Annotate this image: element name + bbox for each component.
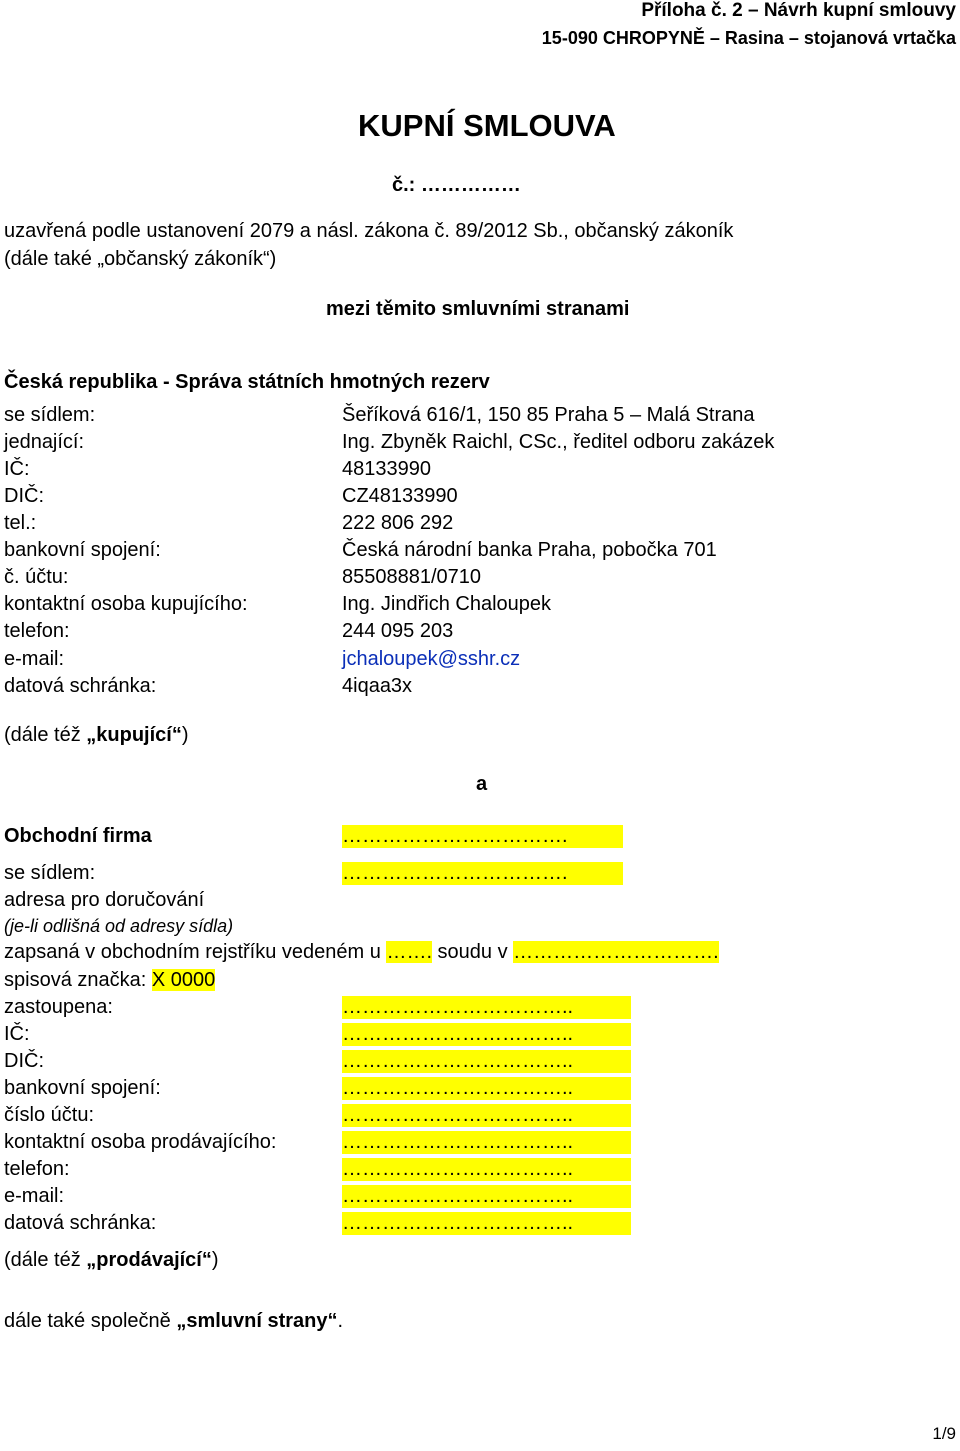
buyer-contact-value: Ing. Jindřich Chaloupek — [342, 593, 552, 615]
buyer-seat-label: se sídlem: — [4, 404, 96, 426]
seller-bank-field[interactable]: …………………………….. — [342, 1077, 631, 1100]
buyer-bank-label: bankovní spojení: — [4, 539, 161, 561]
seller-email-field[interactable]: …………………………….. — [342, 1185, 631, 1208]
buyer-tel-label: tel.: — [4, 512, 37, 534]
buyer-account-label: č. účtu: — [4, 566, 69, 588]
seller-register-mid: soudu v — [432, 941, 514, 963]
seller-seat-field[interactable]: ……………………………. — [342, 862, 623, 885]
buyer-acting-value: Ing. Zbyněk Raichl, CSc., ředitel odboru zakázek — [342, 431, 775, 453]
seller-firm-label: Obchodní firma — [4, 825, 152, 847]
seller-contact-field[interactable]: …………………………….. — [342, 1131, 631, 1154]
document-title: KUPNÍ SMLOUVA — [358, 108, 616, 143]
buyer-account-value: 85508881/0710 — [342, 566, 482, 588]
seller-alias-term: „prodávající“ — [86, 1249, 212, 1271]
seller-firm-field[interactable]: ……………………………. — [342, 825, 623, 848]
buyer-dic-label: DIČ: — [4, 485, 44, 507]
buyer-acting-label: jednající: — [4, 431, 85, 453]
seller-alias — [4, 1249, 219, 1272]
intro-line-1: uzavřená podle ustanovení 2079 a násl. zákona č. 89/2012 Sb., občanský zákoník — [4, 220, 734, 242]
seller-file-field[interactable]: X 0000 — [151, 969, 216, 991]
parties-alias-prefix: dále také společně — [4, 1310, 177, 1332]
seller-represented-label: zastoupena: — [4, 996, 113, 1018]
buyer-name: Česká republika - Správa státních hmotných rezerv — [4, 371, 490, 393]
seller-alias-suffix: ) — [211, 1249, 219, 1271]
buyer-bank-value: Česká národní banka Praha, pobočka 701 — [342, 539, 717, 561]
and-separator: a — [476, 773, 488, 795]
seller-account-label: číslo účtu: — [4, 1104, 95, 1126]
parties-alias-term: „smluvní strany“ — [176, 1310, 338, 1332]
buyer-databox-label: datová schránka: — [4, 675, 157, 697]
seller-contact-label: kontaktní osoba prodávajícího: — [4, 1131, 277, 1153]
buyer-databox-value: 4iqaa3x — [342, 675, 413, 697]
buyer-alias — [4, 724, 189, 747]
buyer-phone-label: telefon: — [4, 620, 70, 642]
seller-register-city-field[interactable]: …………………………. — [513, 941, 719, 963]
parties-alias-suffix: . — [337, 1310, 344, 1332]
seller-delivery-label: adresa pro doručování — [4, 889, 205, 911]
seller-dic-field[interactable]: …………………………….. — [342, 1050, 631, 1073]
seller-seat-label: se sídlem: — [4, 862, 96, 884]
attachment-title: Příloha č. 2 – Návrh kupní smlouvy — [641, 0, 956, 21]
buyer-tel-value: 222 806 292 — [342, 512, 454, 534]
contract-number: č.: …………… — [392, 174, 521, 196]
seller-email-label: e-mail: — [4, 1185, 65, 1207]
buyer-contact-label: kontaktní osoba kupujícího: — [4, 593, 248, 615]
seller-delivery-note: (je-li odlišná od adresy sídla) — [4, 916, 234, 936]
seller-file-label: spisová značka: — [4, 969, 152, 991]
seller-ico-label: IČ: — [4, 1023, 30, 1045]
seller-represented-field[interactable]: …………………………….. — [342, 996, 631, 1019]
buyer-ico-value: 48133990 — [342, 458, 431, 480]
seller-register-text: zapsaná v obchodním rejstříku vedeném u — [4, 941, 387, 963]
seller-phone-label: telefon: — [4, 1158, 70, 1180]
seller-bank-label: bankovní spojení: — [4, 1077, 161, 1099]
seller-databox-label: datová schránka: — [4, 1212, 157, 1234]
buyer-seat-value: Šeříková 616/1, 150 85 Praha 5 – Malá Strana — [342, 404, 755, 426]
seller-file-line — [4, 969, 215, 992]
between-parties: mezi těmito smluvními stranami — [326, 298, 630, 320]
seller-register-court-field[interactable]: ……. — [386, 941, 432, 963]
buyer-alias-suffix: ) — [181, 724, 189, 746]
buyer-alias-prefix: (dále též — [4, 724, 87, 746]
buyer-email-link[interactable]: jchaloupek@sshr.cz — [342, 648, 521, 670]
seller-alias-prefix: (dále též — [4, 1249, 87, 1271]
buyer-alias-term: „kupující“ — [86, 724, 182, 746]
attachment-subtitle: 15-090 CHROPYNĚ – Rasina – stojanová vrtačka — [541, 28, 956, 48]
seller-register-line — [4, 941, 719, 964]
seller-dic-label: DIČ: — [4, 1050, 44, 1072]
buyer-ico-label: IČ: — [4, 458, 30, 480]
parties-alias — [4, 1310, 343, 1333]
intro-line-2: (dále také „občanský zákoník“) — [4, 248, 277, 270]
seller-databox-field[interactable]: …………………………….. — [342, 1212, 631, 1235]
buyer-phone-value: 244 095 203 — [342, 620, 454, 642]
seller-account-field[interactable]: …………………………….. — [342, 1104, 631, 1127]
seller-phone-field[interactable]: …………………………….. — [342, 1158, 631, 1181]
page-number: 1/9 — [932, 1424, 956, 1443]
seller-ico-field[interactable]: …………………………….. — [342, 1023, 631, 1046]
buyer-email-label: e-mail: — [4, 648, 65, 670]
buyer-dic-value: CZ48133990 — [342, 485, 458, 507]
